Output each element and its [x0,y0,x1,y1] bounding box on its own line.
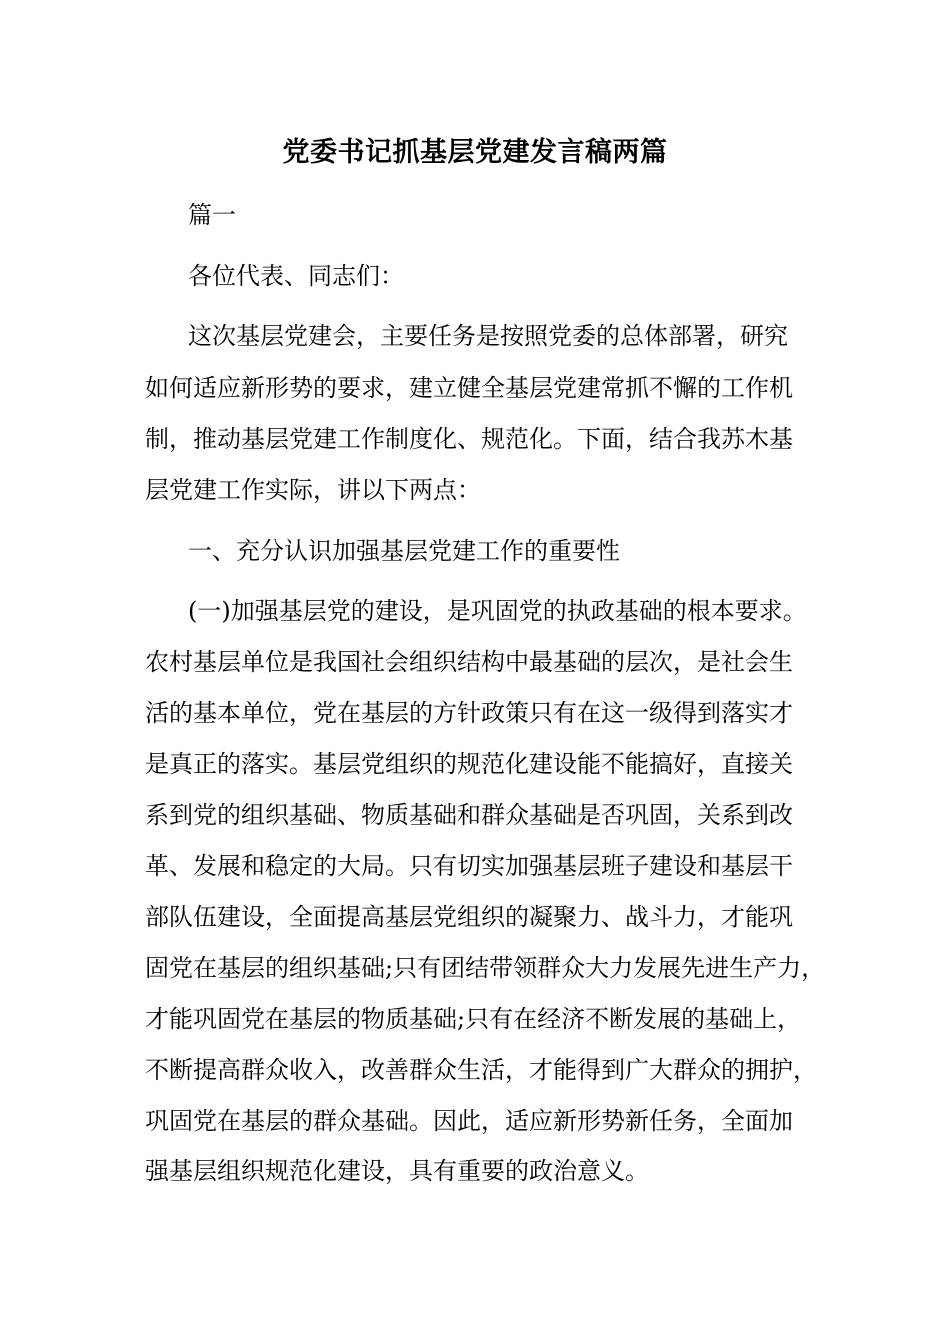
paragraph-line: 制，推动基层党建工作制度化、规范化。下面，结合我苏木基 [145,425,793,453]
section-heading: 一、充分认识加强基层党建工作的重要性 [188,537,620,565]
paragraph-line: 系到党的组织基础、物质基础和群众基础是否巩固，关系到改 [145,801,793,829]
paragraph-line: 层党建工作实际，讲以下两点： [145,476,481,504]
salutation: 各位代表、同志们： [188,262,404,290]
paragraph-line: 强基层组织规范化建设，具有重要的政治意义。 [145,1157,649,1185]
paragraph-line: 这次基层党建会，主要任务是按照党委的总体部署，研究 [188,322,788,350]
paragraph-line: 部队伍建设，全面提高基层党组织的凝聚力、战斗力，才能巩 [145,903,793,931]
paragraph-line: 活的基本单位，党在基层的方针政策只有在这一级得到落实才 [145,699,793,727]
paragraph-line: 如何适应新形势的要求，建立健全基层党建常抓不懈的工作机 [145,374,793,402]
paragraph-line: (一)加强基层党的建设，是巩固党的执政基础的根本要求。 [188,597,807,625]
paragraph-line: 固党在基层的组织基础;只有团结带领群众大力发展先进生产力， [145,954,826,982]
paragraph-line: 革、发展和稳定的大局。只有切实加强基层班子建设和基层干 [145,852,793,880]
paragraph-line: 是真正的落实。基层党组织的规范化建设能不能搞好，直接关 [145,750,793,778]
document-title: 党委书记抓基层党建发言稿两篇 [282,137,668,168]
paragraph-line: 农村基层单位是我国社会组织结构中最基础的层次，是社会生 [145,648,793,676]
paragraph-line: 才能巩固党在基层的物质基础;只有在经济不断发展的基础上， [145,1005,802,1033]
paragraph-line: 不断提高群众收入，改善群众生活，才能得到广大群众的拥护， [145,1056,817,1084]
paragraph-line: 巩固党在基层的群众基础。因此，适应新形势新任务，全面加 [145,1107,793,1135]
section-heading-part-one: 篇一 [188,201,236,229]
